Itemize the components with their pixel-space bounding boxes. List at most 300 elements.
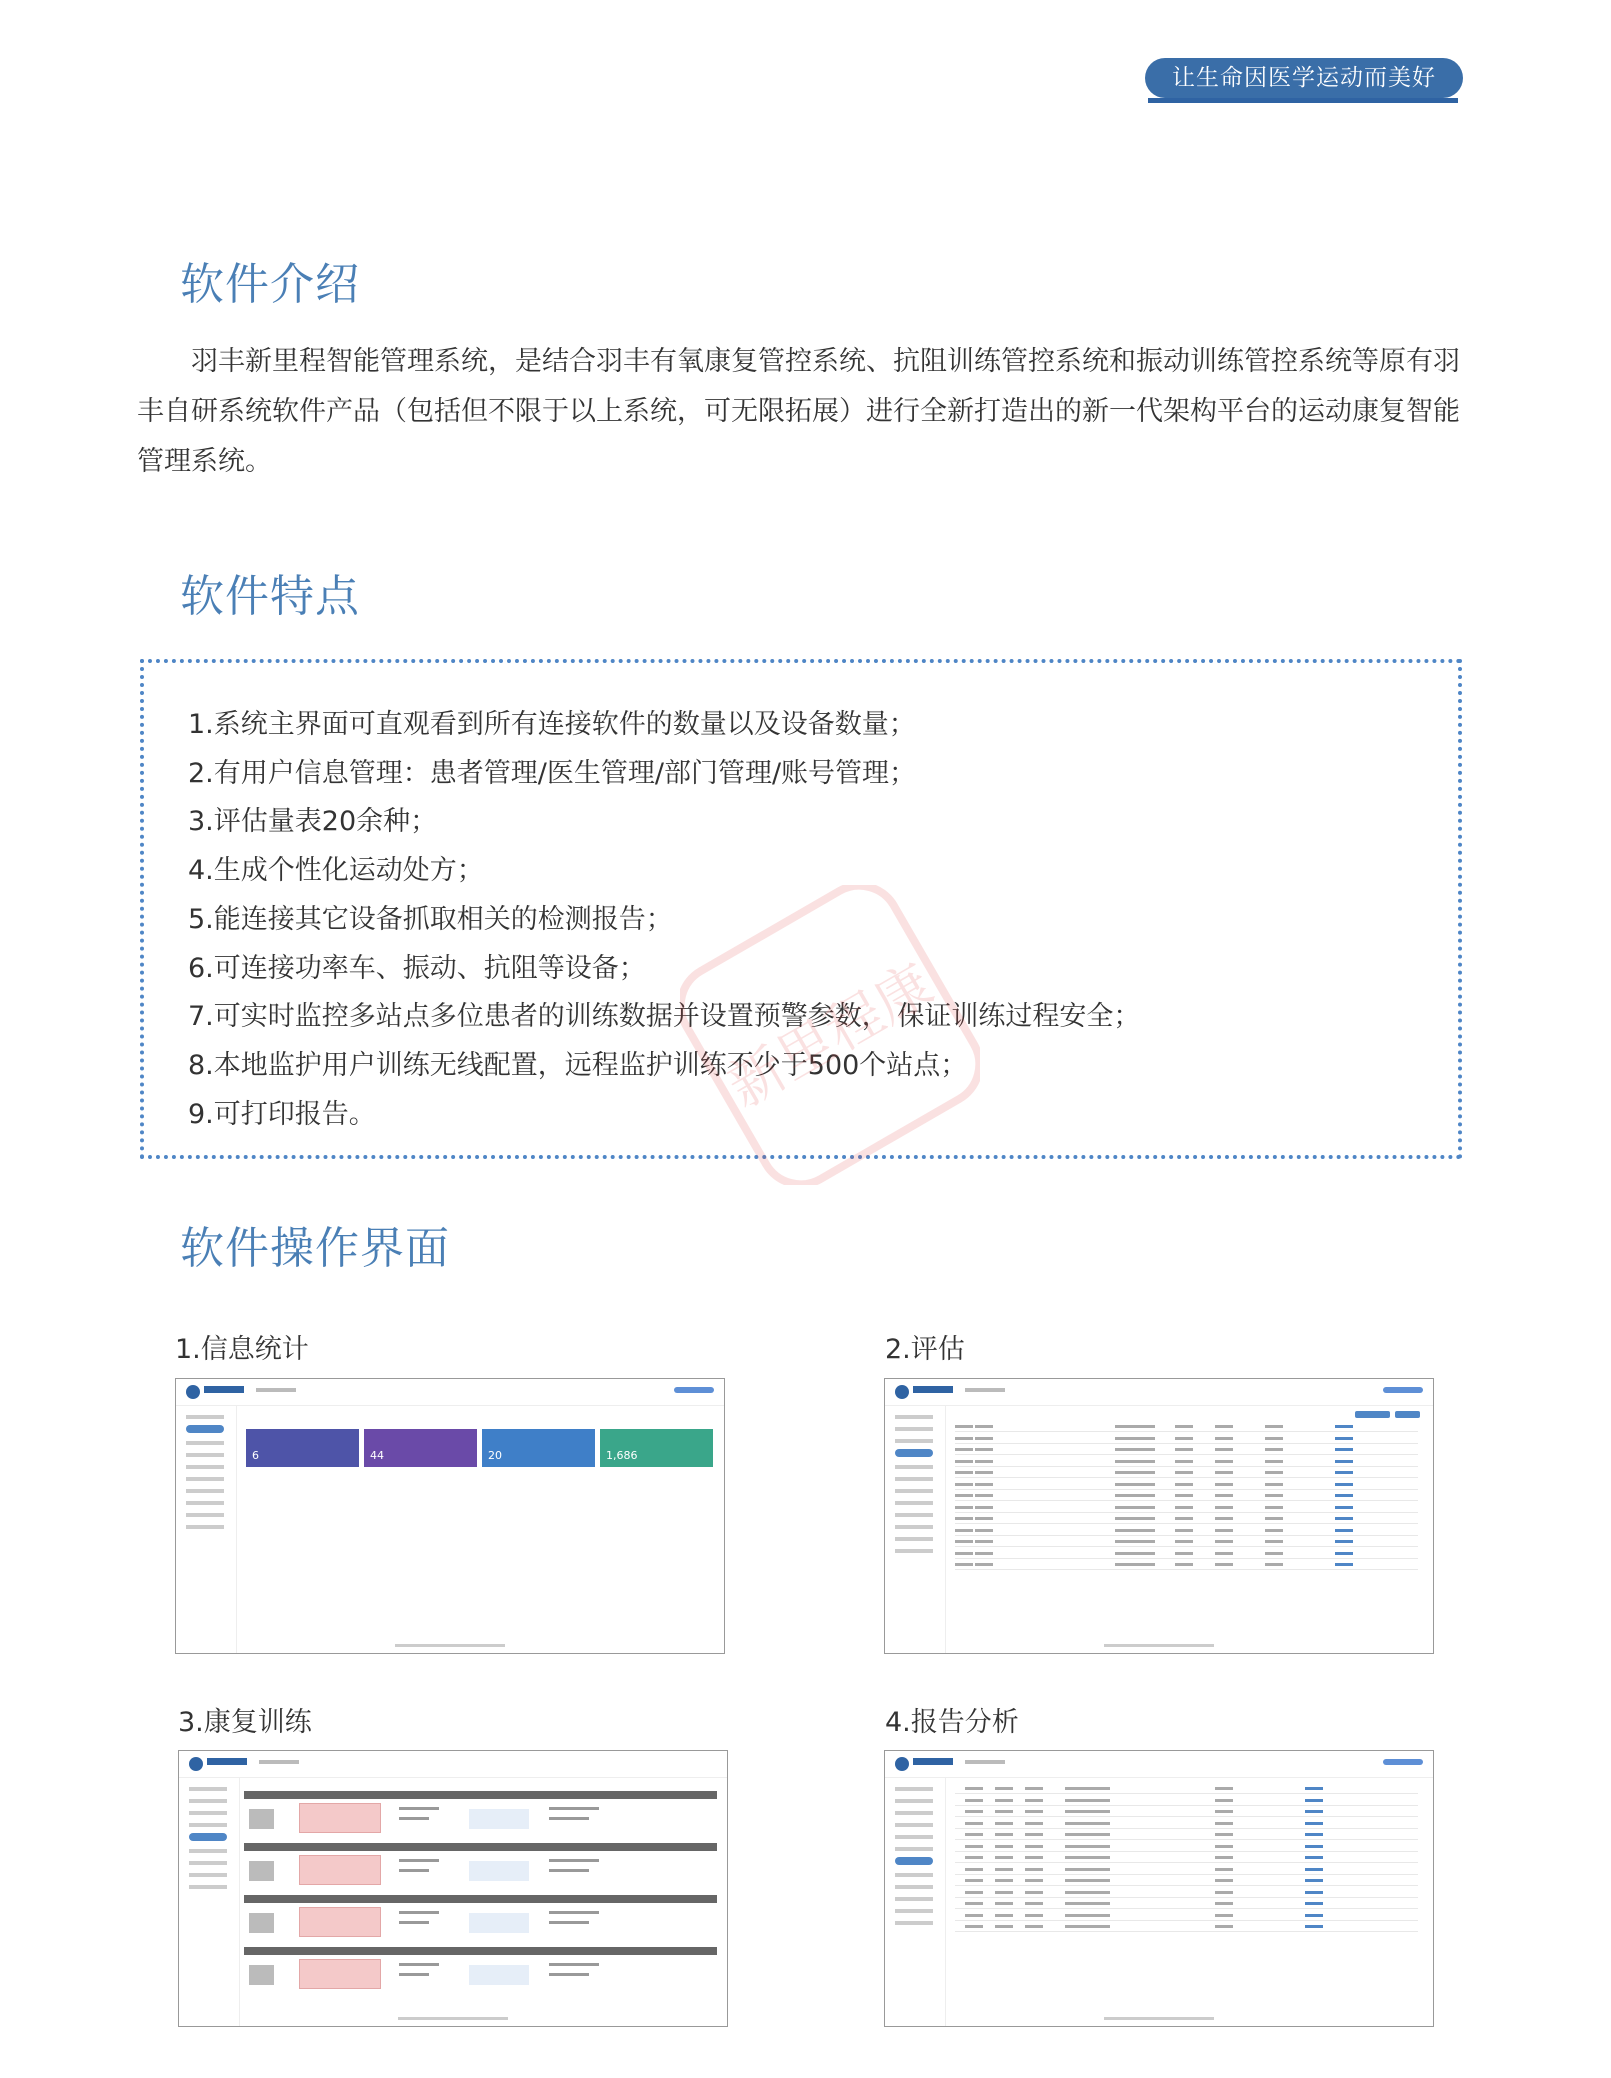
table-cell [975, 1517, 993, 1520]
table-cell [1265, 1517, 1283, 1520]
logo-text [913, 1758, 953, 1765]
table-cell [955, 1460, 973, 1463]
table-row [955, 1512, 1418, 1513]
table-cell [1335, 1425, 1353, 1428]
table-cell [1215, 1891, 1233, 1894]
table-cell [1025, 1868, 1043, 1871]
table-cell [965, 1925, 983, 1928]
ecg-panel [299, 1907, 381, 1937]
screen-label: 3.康复训练 [178, 1707, 312, 1738]
table-row [955, 1839, 1418, 1840]
monitor-header-bar [244, 1947, 717, 1955]
breadcrumb [256, 1388, 296, 1392]
table-cell [1215, 1822, 1233, 1825]
table-row [955, 1897, 1418, 1898]
table-cell [1265, 1506, 1283, 1509]
table-cell [1305, 1914, 1323, 1917]
metric-text [399, 1963, 439, 1966]
table-cell [995, 1810, 1013, 1813]
trend-chart [469, 1809, 529, 1829]
sidebar-item [895, 1847, 933, 1851]
table-cell [1025, 1902, 1043, 1905]
sidebar [179, 1777, 240, 2026]
table-cell [1305, 1822, 1323, 1825]
screen-label: 1.信息统计 [175, 1334, 309, 1365]
ecg-panel [299, 1855, 381, 1885]
table-cell [995, 1879, 1013, 1882]
table-cell [955, 1552, 973, 1555]
table-cell [1115, 1517, 1155, 1520]
table-cell [1335, 1437, 1353, 1440]
table-cell [965, 1856, 983, 1859]
feature-item: 8.本地监护用户训练无线配置，远程监护训练不少于500个站点； [188, 1049, 968, 1081]
table-cell [995, 1822, 1013, 1825]
sidebar-item [186, 1525, 224, 1529]
sidebar-item [895, 1799, 933, 1803]
table-cell [1335, 1494, 1353, 1497]
table-cell [965, 1879, 983, 1882]
logo-icon [189, 1757, 203, 1771]
table-cell [1215, 1856, 1233, 1859]
device-icon [249, 1965, 274, 1985]
sidebar-item [186, 1441, 224, 1445]
sidebar-item [189, 1885, 227, 1889]
table-cell [955, 1517, 973, 1520]
top-bar [885, 1379, 1433, 1406]
table-cell [1215, 1563, 1233, 1566]
top-bar [179, 1751, 727, 1778]
table-cell [1265, 1552, 1283, 1555]
trend-chart [469, 1913, 529, 1933]
footer-copyright [398, 2017, 508, 2020]
table-cell [1025, 1810, 1043, 1813]
table-cell [1115, 1425, 1155, 1428]
sidebar-item [186, 1415, 224, 1419]
sidebar-item-active [895, 1857, 933, 1865]
table-row [955, 1816, 1418, 1817]
table-cell [1115, 1529, 1155, 1532]
feature-item: 1.系统主界面可直观看到所有连接软件的数量以及设备数量； [188, 709, 916, 740]
table-cell [1115, 1437, 1155, 1440]
sidebar-item [895, 1897, 933, 1901]
table-cell [995, 1925, 1013, 1928]
sidebar-item-active [895, 1449, 933, 1457]
sidebar-item [895, 1787, 933, 1791]
table-row [955, 1454, 1418, 1455]
top-bar [885, 1751, 1433, 1778]
sidebar-item-active [186, 1425, 224, 1433]
table-cell [1215, 1925, 1233, 1928]
table-cell [1215, 1494, 1233, 1497]
table-cell [1175, 1529, 1193, 1532]
table-row [955, 1931, 1418, 1932]
stamp-text: 新里程康 [717, 952, 944, 1121]
table-cell [1335, 1506, 1353, 1509]
sidebar-item [895, 1501, 933, 1505]
features-title: 软件特点 [180, 571, 360, 622]
table-cell [1025, 1845, 1043, 1848]
table-cell [1335, 1471, 1353, 1474]
table-row [955, 1851, 1418, 1852]
metric-text [549, 1859, 599, 1862]
stat-value: 44 [370, 1449, 384, 1462]
table-cell [1305, 1925, 1323, 1928]
sidebar-item [895, 1549, 933, 1553]
intro-text: 羽丰新里程智能管理系统，是结合羽丰有氧康复管控系统、抗阻训练管控系统和振动训练管控系统等原有羽丰自研系统软件产品（包括但不限于以上系统，可无限拓展）进行全新打造出的新一代架构平台的运动康复智能管理系统。 [137, 346, 1460, 477]
table-cell [1115, 1552, 1155, 1555]
table-cell [995, 1856, 1013, 1859]
table-cell [1215, 1529, 1233, 1532]
table-cell [1335, 1529, 1353, 1532]
metric-text [399, 1817, 429, 1820]
sidebar-item [895, 1885, 933, 1889]
table-cell [995, 1787, 1013, 1790]
screenshot-report [884, 1750, 1434, 2027]
table-cell [1265, 1540, 1283, 1543]
table-cell [995, 1799, 1013, 1802]
sidebar-item [186, 1501, 224, 1505]
stat-value: 1,686 [606, 1449, 638, 1462]
table-cell [1265, 1460, 1283, 1463]
table-cell [1065, 1856, 1110, 1859]
table-cell [955, 1563, 973, 1566]
table-cell [1175, 1517, 1193, 1520]
table-cell [1265, 1448, 1283, 1451]
table-cell [975, 1506, 993, 1509]
table-cell [1215, 1833, 1233, 1836]
metric-text [549, 1921, 589, 1924]
table-cell [1215, 1540, 1233, 1543]
table-cell [1215, 1845, 1233, 1848]
table-cell [1335, 1448, 1353, 1451]
table-cell [975, 1483, 993, 1486]
metric-text [399, 1807, 439, 1810]
table-cell [1065, 1787, 1110, 1790]
table-cell [1335, 1540, 1353, 1543]
table-cell [1305, 1879, 1323, 1882]
table-cell [1305, 1868, 1323, 1871]
table-cell [1065, 1868, 1110, 1871]
table-cell [1305, 1787, 1323, 1790]
feature-item: 3.评估量表20余种； [188, 806, 438, 838]
table-row [955, 1862, 1418, 1863]
logo-text [913, 1386, 953, 1393]
table-cell [1025, 1879, 1043, 1882]
table-cell [1305, 1833, 1323, 1836]
sidebar-item [895, 1427, 933, 1431]
intro-paragraph [137, 337, 1477, 487]
table-cell [1215, 1787, 1233, 1790]
feature-item: 5.能连接其它设备抓取相关的检测报告； [188, 903, 673, 935]
table-cell [1065, 1879, 1110, 1882]
sidebar-item [189, 1823, 227, 1827]
table-cell [1175, 1552, 1193, 1555]
device-icon [249, 1809, 274, 1829]
table-cell [1335, 1483, 1353, 1486]
metric-text [399, 1973, 429, 1976]
action-button [1395, 1411, 1420, 1418]
table-cell [1305, 1799, 1323, 1802]
ecg-panel [299, 1959, 381, 1989]
table-cell [1265, 1494, 1283, 1497]
metric-text [549, 1817, 589, 1820]
table-row [955, 1805, 1418, 1806]
table-cell [1065, 1833, 1110, 1836]
table-row [955, 1569, 1418, 1570]
sidebar-item [895, 1909, 933, 1913]
table-cell [1215, 1879, 1233, 1882]
table-cell [1115, 1448, 1155, 1451]
table-cell [955, 1529, 973, 1532]
sidebar-item [189, 1799, 227, 1803]
table-cell [1065, 1810, 1110, 1813]
table-cell [1175, 1506, 1193, 1509]
table-cell [995, 1902, 1013, 1905]
feature-item: 6.可连接功率车、振动、抗阻等设备； [188, 952, 646, 984]
table-cell [955, 1540, 973, 1543]
table-cell [1265, 1437, 1283, 1440]
table-cell [975, 1471, 993, 1474]
breadcrumb [259, 1760, 299, 1764]
sidebar-item [189, 1849, 227, 1853]
sidebar-item [189, 1787, 227, 1791]
sidebar-item [895, 1811, 933, 1815]
footer-copyright [1104, 1644, 1214, 1647]
feature-item: 9.可打印报告。 [188, 1098, 376, 1130]
table-cell [1025, 1925, 1043, 1928]
sidebar [885, 1777, 946, 2026]
table-row [955, 1431, 1418, 1432]
interface-title: 软件操作界面 [180, 1223, 450, 1274]
metric-text [399, 1921, 429, 1924]
table-cell [1215, 1425, 1233, 1428]
screen-label: 4.报告分析 [885, 1707, 1019, 1738]
table-cell [965, 1810, 983, 1813]
sidebar [176, 1405, 237, 1653]
table-cell [1215, 1483, 1233, 1486]
table-row [955, 1477, 1418, 1478]
feature-list [188, 701, 1140, 1139]
table-cell [1175, 1471, 1193, 1474]
table-cell [955, 1471, 973, 1474]
table-cell [1065, 1891, 1110, 1894]
table-cell [995, 1833, 1013, 1836]
screenshot-training [178, 1750, 728, 2027]
table-cell [975, 1460, 993, 1463]
table-cell [1305, 1856, 1323, 1859]
table-cell [1025, 1799, 1043, 1802]
breadcrumb [965, 1760, 1005, 1764]
sidebar-item [186, 1513, 224, 1517]
metric-text [549, 1963, 599, 1966]
table-row [955, 1489, 1418, 1490]
stat-card [482, 1429, 595, 1467]
table-cell [1175, 1437, 1193, 1440]
sidebar-item [895, 1489, 933, 1493]
table-cell [1215, 1437, 1233, 1440]
table-cell [1025, 1891, 1043, 1894]
table-cell [955, 1494, 973, 1497]
trend-chart [469, 1965, 529, 1985]
sidebar-item [895, 1513, 933, 1517]
table-row [955, 1546, 1418, 1547]
top-bar [176, 1379, 724, 1406]
user-badge [1383, 1387, 1423, 1393]
logo-text [204, 1386, 244, 1393]
table-cell [1215, 1460, 1233, 1463]
metric-text [399, 1859, 439, 1862]
table-cell [1215, 1517, 1233, 1520]
screenshot-statistics [175, 1378, 725, 1654]
table-cell [1025, 1914, 1043, 1917]
table-cell [965, 1833, 983, 1836]
table-cell [1025, 1822, 1043, 1825]
table-cell [965, 1891, 983, 1894]
table-cell [975, 1529, 993, 1532]
table-cell [1065, 1845, 1110, 1848]
logo-icon [895, 1757, 909, 1771]
sidebar-item [189, 1873, 227, 1877]
sidebar-item [895, 1537, 933, 1541]
table-cell [975, 1563, 993, 1566]
table-cell [995, 1868, 1013, 1871]
table-cell [975, 1540, 993, 1543]
table-row [955, 1443, 1418, 1444]
table-row [955, 1874, 1418, 1875]
sidebar-item [895, 1835, 933, 1839]
table-row [955, 1466, 1418, 1467]
sidebar-item [895, 1439, 933, 1443]
sidebar-item [895, 1415, 933, 1419]
table-cell [1115, 1460, 1155, 1463]
table-cell [1175, 1460, 1193, 1463]
intro-title: 软件介绍 [180, 259, 360, 310]
table-cell [965, 1822, 983, 1825]
table-cell [1265, 1529, 1283, 1532]
sidebar-item [186, 1453, 224, 1457]
footer-copyright [1104, 2017, 1214, 2020]
sidebar-item [895, 1477, 933, 1481]
table-cell [1115, 1506, 1155, 1509]
sidebar-item [189, 1861, 227, 1865]
user-badge [674, 1387, 714, 1393]
table-cell [995, 1891, 1013, 1894]
table-cell [1305, 1891, 1323, 1894]
table-cell [1065, 1822, 1110, 1825]
table-row [955, 1793, 1418, 1794]
table-row [955, 1558, 1418, 1559]
table-cell [1215, 1902, 1233, 1905]
table-cell [1335, 1460, 1353, 1463]
table-cell [955, 1437, 973, 1440]
sidebar-item [895, 1873, 933, 1877]
table-cell [1115, 1494, 1155, 1497]
table-cell [1335, 1563, 1353, 1566]
table-cell [965, 1787, 983, 1790]
trend-chart [469, 1861, 529, 1881]
table-cell [1175, 1563, 1193, 1566]
stat-card [364, 1429, 477, 1467]
metric-text [399, 1911, 439, 1914]
metric-text [549, 1973, 589, 1976]
table-row [955, 1523, 1418, 1524]
logo-icon [186, 1385, 200, 1399]
monitor-header-bar [244, 1843, 717, 1851]
table-row [955, 1500, 1418, 1501]
table-cell [975, 1425, 993, 1428]
table-cell [975, 1552, 993, 1555]
feature-box [140, 659, 1462, 1159]
footer-copyright [395, 1644, 505, 1647]
table-row [955, 1885, 1418, 1886]
table-cell [1305, 1845, 1323, 1848]
table-cell [1335, 1552, 1353, 1555]
sidebar-item [189, 1811, 227, 1815]
table-cell [1065, 1902, 1110, 1905]
table-cell [1175, 1483, 1193, 1486]
table-cell [1215, 1868, 1233, 1871]
table-cell [995, 1914, 1013, 1917]
table-cell [1215, 1799, 1233, 1802]
table-cell [1065, 1914, 1110, 1917]
sidebar-item [186, 1465, 224, 1469]
table-cell [995, 1845, 1013, 1848]
table-cell [1215, 1810, 1233, 1813]
table-cell [1115, 1540, 1155, 1543]
breadcrumb [965, 1388, 1005, 1392]
screen-label: 2.评估 [885, 1334, 965, 1365]
stat-value: 20 [488, 1449, 502, 1462]
table-cell [1175, 1425, 1193, 1428]
table-cell [955, 1448, 973, 1451]
table-cell [955, 1483, 973, 1486]
sidebar [885, 1405, 946, 1653]
table-cell [1335, 1517, 1353, 1520]
device-icon [249, 1913, 274, 1933]
table-cell [1115, 1563, 1155, 1566]
table-cell [965, 1845, 983, 1848]
feature-item: 7.可实时监控多站点多位患者的训练数据并设置预警参数， 保证训练过程安全； [188, 1001, 1141, 1033]
sidebar-item [186, 1489, 224, 1493]
logo-text [207, 1758, 247, 1765]
feature-item: 2.有用户信息管理：患者管理/医生管理/部门管理/账号管理； [188, 757, 917, 789]
metric-text [549, 1869, 589, 1872]
table-row [955, 1535, 1418, 1536]
table-cell [1175, 1540, 1193, 1543]
sidebar-item [895, 1525, 933, 1529]
stat-value: 6 [252, 1449, 259, 1462]
stat-card [600, 1429, 713, 1467]
sidebar-item [895, 1823, 933, 1827]
table-cell [1215, 1914, 1233, 1917]
table-row [955, 1920, 1418, 1921]
table-cell [1305, 1902, 1323, 1905]
table-cell [965, 1868, 983, 1871]
slogan-badge: 让生命因医学运动而美好 [1145, 58, 1463, 98]
ecg-panel [299, 1803, 381, 1833]
slogan-underline [1148, 98, 1458, 103]
stat-card [246, 1429, 359, 1467]
table-cell [1065, 1799, 1110, 1802]
table-cell [1025, 1856, 1043, 1859]
sidebar-item-active [189, 1833, 227, 1841]
table-cell [1175, 1494, 1193, 1497]
table-cell [1305, 1810, 1323, 1813]
table-cell [1065, 1925, 1110, 1928]
sidebar-item [895, 1921, 933, 1925]
table-cell [1175, 1448, 1193, 1451]
table-row [955, 1828, 1418, 1829]
